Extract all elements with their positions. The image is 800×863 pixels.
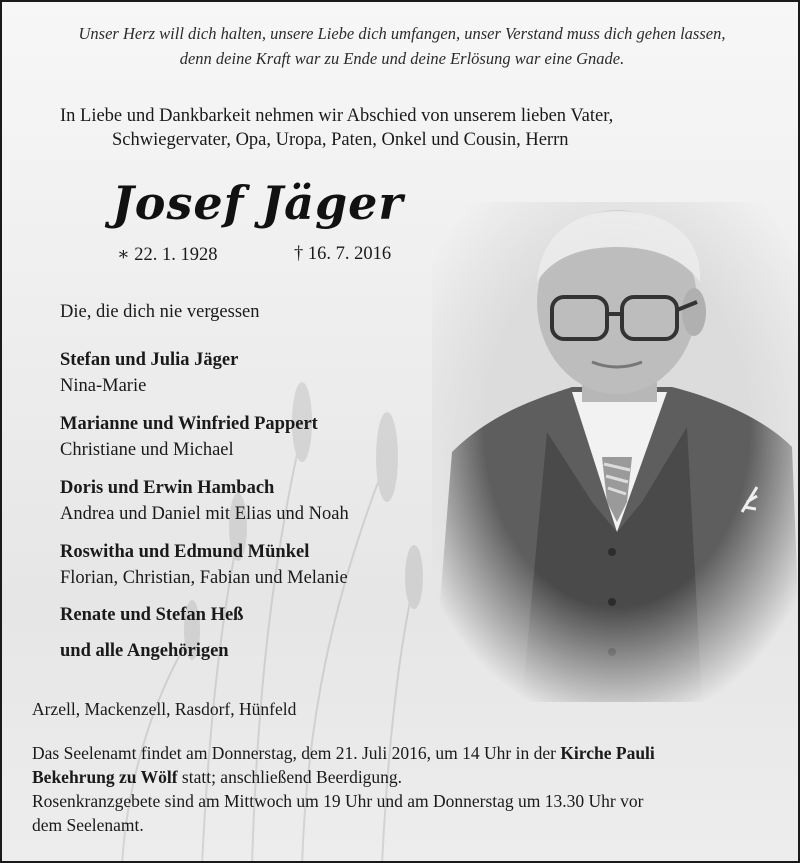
quote-line-2: denn deine Kraft war zu Ende und deine Erlösung war eine Gnade. xyxy=(179,49,625,68)
church-name-part-1: Kirche Pauli xyxy=(560,743,655,763)
service-text: statt; anschließend Beerdigung. xyxy=(177,767,403,787)
places-line: Arzell, Mackenzell, Rasdorf, Hünfeld xyxy=(32,699,297,719)
death-date: † 16. 7. 2016 xyxy=(294,244,392,264)
service-line-1 xyxy=(32,743,655,764)
relatives-closing: und alle Angehörigen xyxy=(60,641,229,661)
birth-date: ∗ 22. 1. 1928 xyxy=(117,245,218,265)
portrait-photo xyxy=(432,202,800,702)
family-names: Renate und Stefan Heß xyxy=(60,605,244,625)
mourners-lead: Die, die dich nie vergessen xyxy=(60,302,260,322)
service-line-2 xyxy=(32,767,402,788)
deceased-name: Josef Jäger xyxy=(112,176,404,230)
family-children: Andrea und Daniel mit Elias und Noah xyxy=(60,504,349,524)
family-names: Doris und Erwin Hambach xyxy=(60,478,275,498)
intro-line-2: Schwiegervater, Opa, Uropa, Paten, Onkel und Cousin, Herrn xyxy=(112,130,569,150)
family-names: Roswitha und Edmund Münkel xyxy=(60,542,310,562)
service-text: Das Seelenamt findet am Donnerstag, dem 21. Juli 2016, um 14 Uhr in der xyxy=(32,743,561,763)
rosary-line-1: Rosenkranzgebete sind am Mittwoch um 19 Uhr und am Donnerstag um 13.30 Uhr vor xyxy=(32,791,644,811)
rosary-line-2: dem Seelenamt. xyxy=(32,815,144,835)
family-children: Florian, Christian, Fabian und Melanie xyxy=(60,568,348,588)
church-name-part-2: Bekehrung zu Wölf xyxy=(32,767,178,787)
intro-line-1: In Liebe und Dankbarkeit nehmen wir Abschied von unserem lieben Vater, xyxy=(60,106,614,126)
family-children: Nina-Marie xyxy=(60,376,147,396)
family-names: Stefan und Julia Jäger xyxy=(60,350,239,370)
family-children: Christiane und Michael xyxy=(60,440,234,460)
family-names: Marianne und Winfried Pappert xyxy=(60,414,318,434)
quote-line-1: Unser Herz will dich halten, unsere Liebe dich umfangen, unser Verstand muss dich gehen lassen, xyxy=(78,24,726,43)
